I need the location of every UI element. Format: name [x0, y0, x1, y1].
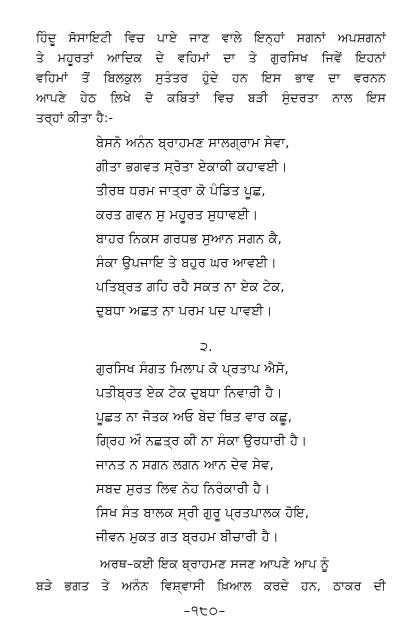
- verse2-line-3: ਪੂਛਤ ਨਾ ਜੋਤਕ ਅਓ ਬੇਦ ਥਿਤ ਵਾਰ ਕਛੂ,: [96, 410, 293, 425]
- page-number: –੧੮੦–: [183, 604, 227, 619]
- intro-line-3: ਵਹਿਮਾਂ ਤੋਂ ਬਿਲਕੁਲ ਸੁਤੰਤਰ ਹੁੰਦੇ ਹਨ ਇਸ ਭਾਵ ਦਾ ਵਰਨਨ: [36, 70, 386, 85]
- verse2-line-8: ਜੀਵਨ ਮੁਕਤ ਗਤ ਬ੍ਰਹਮ ਬੀਚਾਰੀ ਹੈ।: [96, 530, 279, 545]
- verse1-line-8: ਦੁਬਧਾ ਅਛਤ ਨਾ ਪਰਮ ਪਦ ਪਾਵਈ।: [96, 304, 273, 319]
- verse1-line-7: ਪਤਿਬ੍ਰਤ ਗਹਿ ਰਹੈ ਸਕਤ ਨਾ ਏਕ ਟੇਕ,: [96, 280, 285, 295]
- closing-line-1: ਅਰਥ–ਕਈ ਇਕ ਬ੍ਰਾਹਮਣ ਸਜਣ ਆਪਣੇ ਆਪ ਨੂੰ: [100, 556, 330, 571]
- intro-line-4: ਆਪਣੇ ਹੇਠ ਲਿਖੇ ਦੋ ਕਬਿਤਾਂ ਵਿਚ ਬੜੀ ਸੁੰਦਰਤਾ ਨਾਲ ਇਸ: [36, 90, 386, 105]
- verse1-line-4: ਕਰਤ ਗਵਨ ਸੁ ਮਹੂਰਤ ਸੁਧਾਵਈ।: [96, 208, 259, 223]
- intro-line-5: ਤਰ੍ਹਾਂ ਕੀਤਾ ਹੈ:-: [36, 110, 114, 125]
- verse2-line-6: ਸਬਦ ਸੁਰਤ ਲਿਵ ਨੇਹ ਨਿਰੰਕਾਰੀ ਹੈ।: [96, 482, 271, 497]
- verse1-line-5: ਬਾਹਰ ਨਿਕਸ ਗਰਧਭ ਸੁਆਨ ਸਗਨ ਕੈ,: [96, 232, 282, 247]
- verse1-line-3: ਤੀਰਥ ਧਰਮ ਜਾਤ੍ਰਾ ਕੋ ਪੰਡਿਤ ਪੂਛ,: [96, 184, 266, 199]
- verse1-line-6: ਸੰਕਾ ਉਪਜਾਇ ਤੇ ਬਹੁਰ ਘਰ ਆਵਈ।: [96, 256, 277, 271]
- verse2-line-1: ਗੁਰਸਿਖ ਸੰਗਤ ਮਿਲਾਪ ਕੋ ਪ੍ਰਤਾਪ ਐਸੋ,: [96, 362, 289, 377]
- verse2-line-2: ਪਤੀਬ੍ਰਤ ਏਕ ਟੇਕ ਦੁਬਧਾ ਨਿਵਾਰੀ ਹੈ।: [96, 386, 283, 401]
- verse2-line-4: ਗ੍ਰਿਹ ਔ ਨਛਤ੍ਰ ਕੀ ਨਾ ਸੰਕਾ ਉਰਧਾਰੀ ਹੈ।: [96, 434, 308, 449]
- verse2-number: ੨.: [200, 340, 213, 355]
- verse2-line-7: ਸਿਖ ਸੰਤ ਬਾਲਕ ਸ੍ਰੀ ਗੁਰੂ ਪ੍ਰਤਪਾਲਕ ਹੋਇ,: [96, 506, 310, 521]
- intro-line-2: ਤੇ ਮਹੂਰਤਾਂ ਆਦਿਕ ਦੇ ਵਹਿਮਾਂ ਦਾ ਤੇ ਗੁਰਸਿਖ ਜਿਵੇਂ ਇਹਨਾਂ: [36, 50, 386, 65]
- closing-line-2: ਬੜੇ ਭਗਤ ਤੇ ਅਨੰਨ ਵਿਸ਼੍ਵਾਸੀ ਖ਼ਿਆਲ ਕਰਦੇ ਹਨ, ਠਾਕਰ ਦੀ: [36, 578, 386, 593]
- intro-line-1: ਹਿੰਦੂ ਸੋਸਾਇਟੀ ਵਿਚ ਪਾਏ ਜਾਣ ਵਾਲੇ ਇਨ੍ਹਾਂ ਸਗਨਾਂ ਅਪਸ਼ਗਨਾਂ: [36, 30, 386, 45]
- verse1-line-2: ਗੀਤਾ ਭਗਵਤ ਸ੍ਰੋਤਾ ਏਕਾਕੀ ਕਹਾਵਈ।: [96, 160, 288, 175]
- verse2-line-5: ਜਾਨਤ ਨ ਸਗਨ ਲਗਨ ਆਨ ਦੇਵ ਸੇਵ,: [96, 458, 274, 473]
- verse1-line-1: ਬੇਸਨੋ ਅਨੰਨ ਬ੍ਰਾਹਮਣ ਸਾਲਗ੍ਰਾਮ ਸੇਵਾ,: [96, 136, 290, 151]
